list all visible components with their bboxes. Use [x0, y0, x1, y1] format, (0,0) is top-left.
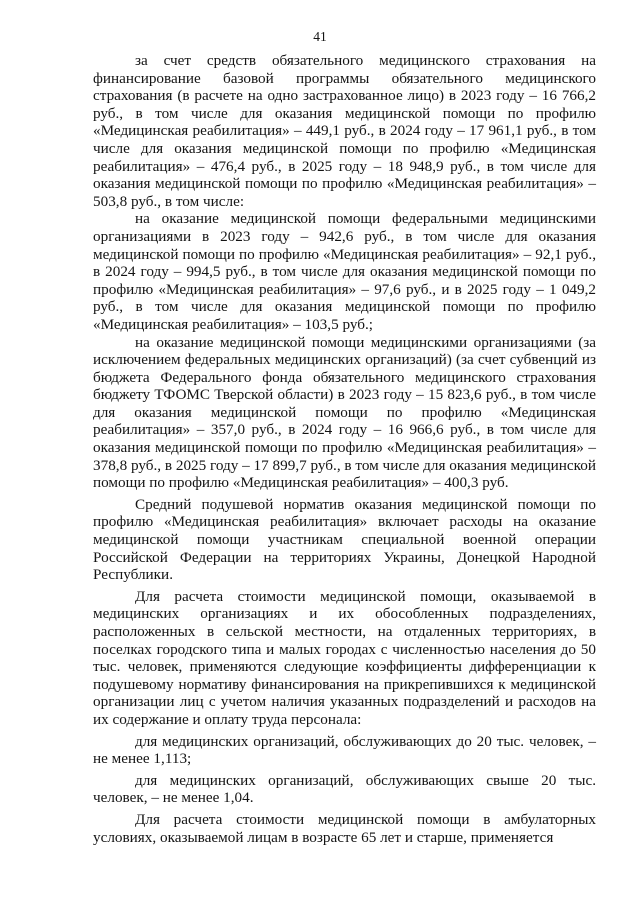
paragraph-age-65-plus: Для расчета стоимости медицинской помощи в амбулаторных условиях, оказываемой лицам в возрасте 65 лет и старше, применяется [93, 810, 596, 846]
paragraph-rehabilitation-norm: Средний подушевой норматив оказания медицинской помощи по профилю «Медицинская реабилитация» включает расходы на оказание медицинской помощи участникам специальной военной операции Российской Федерации на территориях Украины, Донецкой Народной Республики. [93, 495, 596, 584]
paragraph-federal-organizations: на оказание медицинской помощи федеральными медицинскими организациями в 2023 году – 942,6 руб., в том числе для оказания медицинской помощи по профилю «Медицинская реабилитация» – 92,1 руб., в 2024 году – 994,5 руб., в том числе для оказания медицинской помощи по профилю «Медицинская реабилитация» – 97,6 руб., и в 2025 году – 1 049,2 руб., в том числе для оказания медицинской помощи по профилю «Медицинская реабилитация» – 103,5 руб.; [93, 210, 596, 333]
page-number: 41 [313, 29, 327, 44]
paragraph-coefficient-up-to-20k: для медицинских организаций, обслуживающих до 20 тыс. человек, – не менее 1,113; [93, 732, 596, 768]
paragraph-oms-financing: за счет средств обязательного медицинского страхования на финансирование базовой программы обязательного медицинского страхования (в расчете на одно застрахованное лицо) в 2023 году – 16 766,2 руб., в том числе для оказания медицинской помощи по профилю «Медицинская реабилитация» – 449,1 руб., в 2024 году – 17 961,1 руб., в том числе для оказания медицинской помощи по профилю «Медицинская реабилитация» – 476,4 руб., в 2025 году – 18 948,9 руб., в том числе для оказания медицинской помощи по профилю «Медицинская реабилитация» – 503,8 руб., в том числе: [93, 52, 596, 210]
paragraph-coefficient-over-20k: для медицинских организаций, обслуживающих свыше 20 тыс. человек, – не менее 1,04. [93, 771, 596, 807]
document-body [93, 52, 596, 846]
paragraph-regional-organizations: на оказание медицинской помощи медицинскими организациями (за исключением федеральных медицинских организаций) (за счет субвенций из бюджета Федерального фонда обязательного медицинского страхования бюджету ТФОМС Тверской области) в 2023 году – 15 823,6 руб., в том числе для оказания медицинской помощи по профилю «Медицинская реабилитация» – 357,0 руб., в 2024 году – 16 966,6 руб., в том числе для оказания медицинской помощи по профилю «Медицинская реабилитация» – 378,8 руб., в 2025 году – 17 899,7 руб., в том числе для оказания медицинской помощи по профилю «Медицинская реабилитация» – 400,3 руб. [93, 333, 596, 492]
paragraph-differentiation-coefficients: Для расчета стоимости медицинской помощи, оказываемой в медицинских организациях и их обособленных подразделениях, расположенных в сельской местности, на отдаленных территориях, в поселках городского типа и малых городах с численностью населения до 50 тыс. человек, применяются следующие коэффициенты дифференциации к подушевому нормативу финансирования на прикрепившихся к медицинской организации лиц с учетом наличия указанных подразделений и расходов на их содержание и оплату труда персонала: [93, 587, 596, 728]
